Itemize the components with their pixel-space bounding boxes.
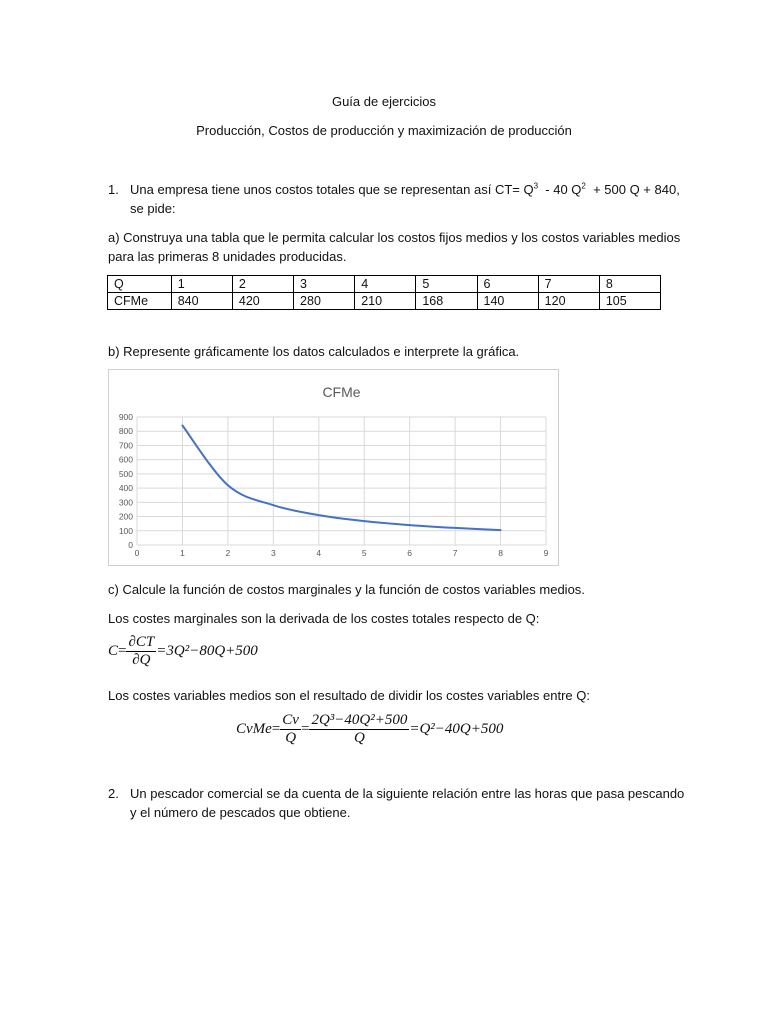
chart-title: CFMe (322, 384, 361, 400)
y-tick-label: 800 (118, 426, 133, 437)
table-cell: 6 (477, 276, 538, 293)
y-tick-label: 500 (118, 468, 133, 479)
table-cell: 120 (538, 293, 599, 310)
question-1-statement-line2: se pide: (130, 201, 176, 216)
q1-text-b: - 40 Q (538, 182, 582, 197)
q1-exp-2: 2 (581, 181, 586, 191)
document-subtitle: Producción, Costos de producción y maximización de producción (196, 123, 572, 138)
eq1-fraction (126, 634, 156, 669)
eq2-rhs: =Q²−40Q+500 (409, 720, 504, 737)
table-cell: 420 (232, 293, 293, 310)
table-cell: 140 (477, 293, 538, 310)
y-tick-label: 200 (118, 511, 133, 522)
question-1-statement (130, 180, 680, 199)
table-cell: Q (108, 276, 172, 293)
table-cell: 7 (538, 276, 599, 293)
x-tick-label: 3 (270, 548, 276, 558)
part-c-text: c) Calcule la función de costos marginales y la función de costos variables medios. (108, 582, 585, 597)
cfme-chart-svg (109, 370, 558, 565)
cfme-chart (108, 369, 559, 566)
x-tick-label: 6 (407, 548, 413, 558)
table-row (108, 293, 661, 310)
eq2-numerator-2: 2Q³−40Q²+500 (311, 712, 408, 728)
table-cell: 105 (599, 293, 660, 310)
x-tick-label: 5 (361, 548, 367, 558)
x-tick-label: 7 (452, 548, 458, 558)
marginal-cost-equation (108, 634, 258, 669)
eq2-fraction-1 (280, 712, 301, 747)
eq2-fraction-2 (309, 712, 409, 747)
eq2-denominator-1: Q (285, 730, 297, 746)
y-tick-label: 300 (118, 497, 133, 508)
x-tick-label: 2 (225, 548, 231, 558)
document-title: Guía de ejercicios (331, 94, 437, 109)
part-a-line1: a) Construya una tabla que le permita calcular los costos fijos medios y los costos variables medios (108, 230, 681, 245)
y-tick-label: 400 (118, 483, 133, 494)
eq1-numerator: ∂CT (128, 634, 155, 650)
avg-variable-cost-equation (236, 712, 503, 747)
question-1-number: 1. (108, 182, 119, 197)
x-tick-label: 1 (180, 548, 185, 558)
eq1-equals: = (118, 642, 127, 659)
y-tick-label: 700 (118, 440, 133, 451)
eq2-lhs: CvMe (236, 720, 272, 737)
table-cell: 4 (355, 276, 416, 293)
table-row (108, 276, 661, 293)
cfme-table (107, 275, 661, 310)
x-tick-label: 8 (498, 548, 503, 558)
eq1-rhs: =3Q²−80Q+500 (156, 642, 258, 659)
x-tick-label: 0 (134, 548, 140, 558)
q1-text-a: Una empresa tiene unos costos totales que se representan así CT= Q (130, 182, 534, 197)
y-tick-label: 600 (118, 454, 133, 465)
eq2-equals-1: = (271, 720, 281, 737)
q1-text-c: + 500 Q + 840, (585, 182, 680, 197)
eq2-numerator-1: Cv (282, 712, 299, 728)
question-2-line2: y el número de pescados que obtiene. (130, 805, 351, 820)
table-cell: 2 (232, 276, 293, 293)
table-cell: 8 (599, 276, 660, 293)
series-line-cfme (182, 426, 500, 531)
y-tick-label: 100 (118, 525, 133, 536)
variable-cost-text: Los costes variables medios son el resultado de dividir los costes variables entre Q: (108, 688, 590, 703)
table-cell: 3 (294, 276, 355, 293)
x-tick-label: 4 (316, 548, 322, 558)
table-cell: 168 (416, 293, 477, 310)
x-tick-label: 9 (543, 548, 549, 558)
part-a-line2: para las primeras 8 unidades producidas. (108, 249, 347, 264)
question-2-line1: Un pescador comercial se da cuenta de la siguiente relación entre las horas que pasa pescando (130, 786, 685, 801)
table-cell: 280 (294, 293, 355, 310)
table-cell: 840 (171, 293, 232, 310)
q1-exp-3: 3 (533, 181, 539, 191)
eq2-equals-2: = (300, 720, 310, 737)
y-tick-label: 0 (128, 540, 133, 550)
eq2-denominator-2: Q (353, 730, 365, 746)
table-cell: 5 (416, 276, 477, 293)
eq1-lhs: C (108, 642, 119, 659)
table-cell: 1 (171, 276, 232, 293)
table-cell: CFMe (108, 293, 172, 310)
y-tick-label: 900 (118, 412, 133, 422)
eq1-denominator: ∂Q (132, 652, 151, 668)
marginal-cost-text: Los costes marginales son la derivada de los costes totales respecto de Q: (108, 611, 540, 626)
table-cell: 210 (355, 293, 416, 310)
part-b-text: b) Represente gráficamente los datos calculados e interprete la gráfica. (108, 344, 520, 359)
question-2-number: 2. (108, 786, 119, 801)
